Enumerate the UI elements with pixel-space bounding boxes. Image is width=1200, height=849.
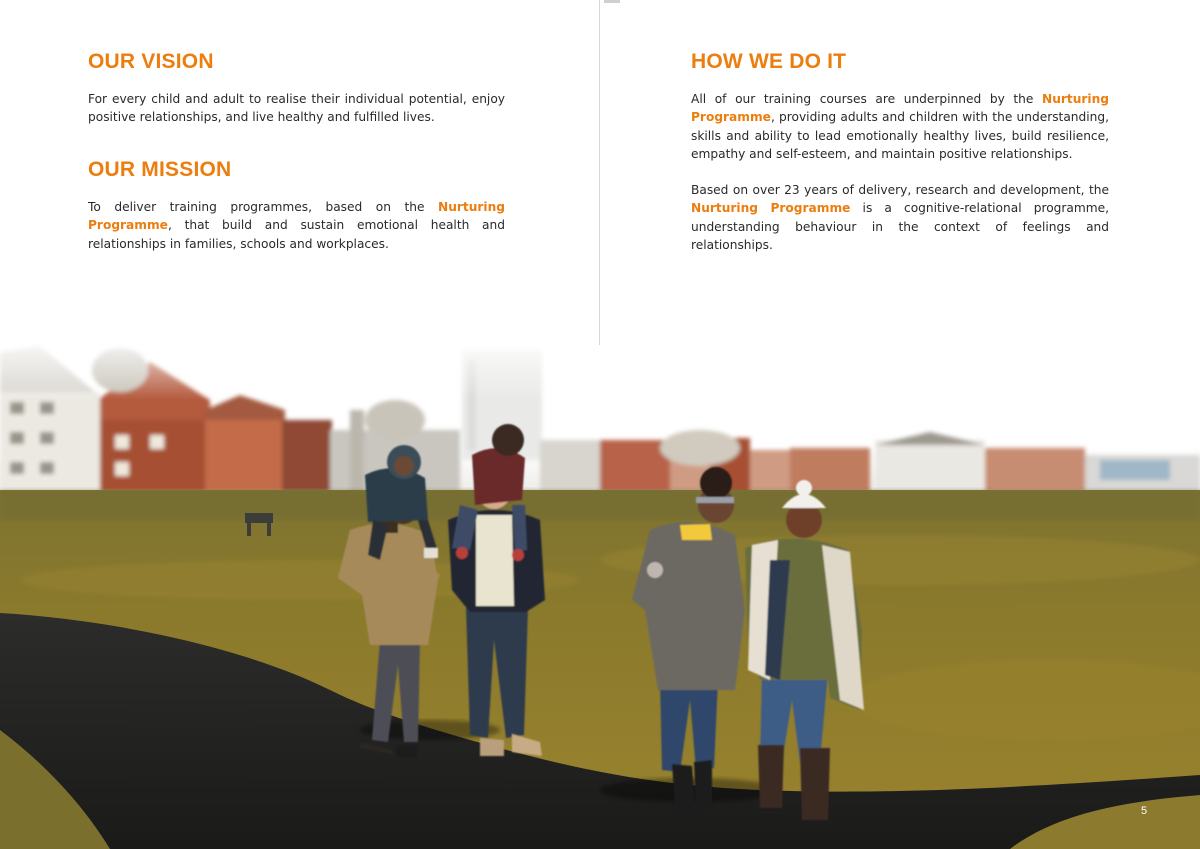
vision-text: For every child and adult to realise their individual potential, enjoy positive relationships, and live healthy and fulfilled lives. xyxy=(88,92,505,125)
how-paragraph-1 xyxy=(691,90,1109,163)
how-paragraph-2 xyxy=(691,181,1109,254)
how-p2-programme-highlight: Nurturing Programme xyxy=(691,201,851,216)
how-p1-before: All of our training courses are underpinned by the xyxy=(691,92,1043,106)
how-we-do-it-heading: HOW WE DO IT xyxy=(691,50,847,73)
how-p1-after: , providing adults and children with the understanding, skills and ability to lead emotionally healthy lives, build resilience, empathy and self-esteem, and maintain positive relationships. xyxy=(691,110,1109,161)
page-fold xyxy=(599,0,600,345)
how-p2-after: is a cognitive-relational programme, understanding behaviour in the context of feelings and relationships. xyxy=(691,201,1109,252)
vision-heading: OUR VISION xyxy=(88,50,214,73)
mission-text-before: To deliver training programmes, based on the xyxy=(88,200,439,214)
page-number: 5 xyxy=(1141,805,1148,817)
mission-programme-highlight: Nurturing Programme xyxy=(88,200,505,233)
how-p1-programme-highlight: Nurturing Programme xyxy=(691,92,1109,125)
mission-text xyxy=(88,198,505,253)
mission-heading: OUR MISSION xyxy=(88,158,232,181)
mission-text-after: , that build and sustain emotional health and relationships in families, schools and workplaces. xyxy=(88,218,505,251)
fold-marker xyxy=(604,0,620,3)
how-p2-before: Based on over 23 years of delivery, research and development, the xyxy=(691,183,1109,197)
